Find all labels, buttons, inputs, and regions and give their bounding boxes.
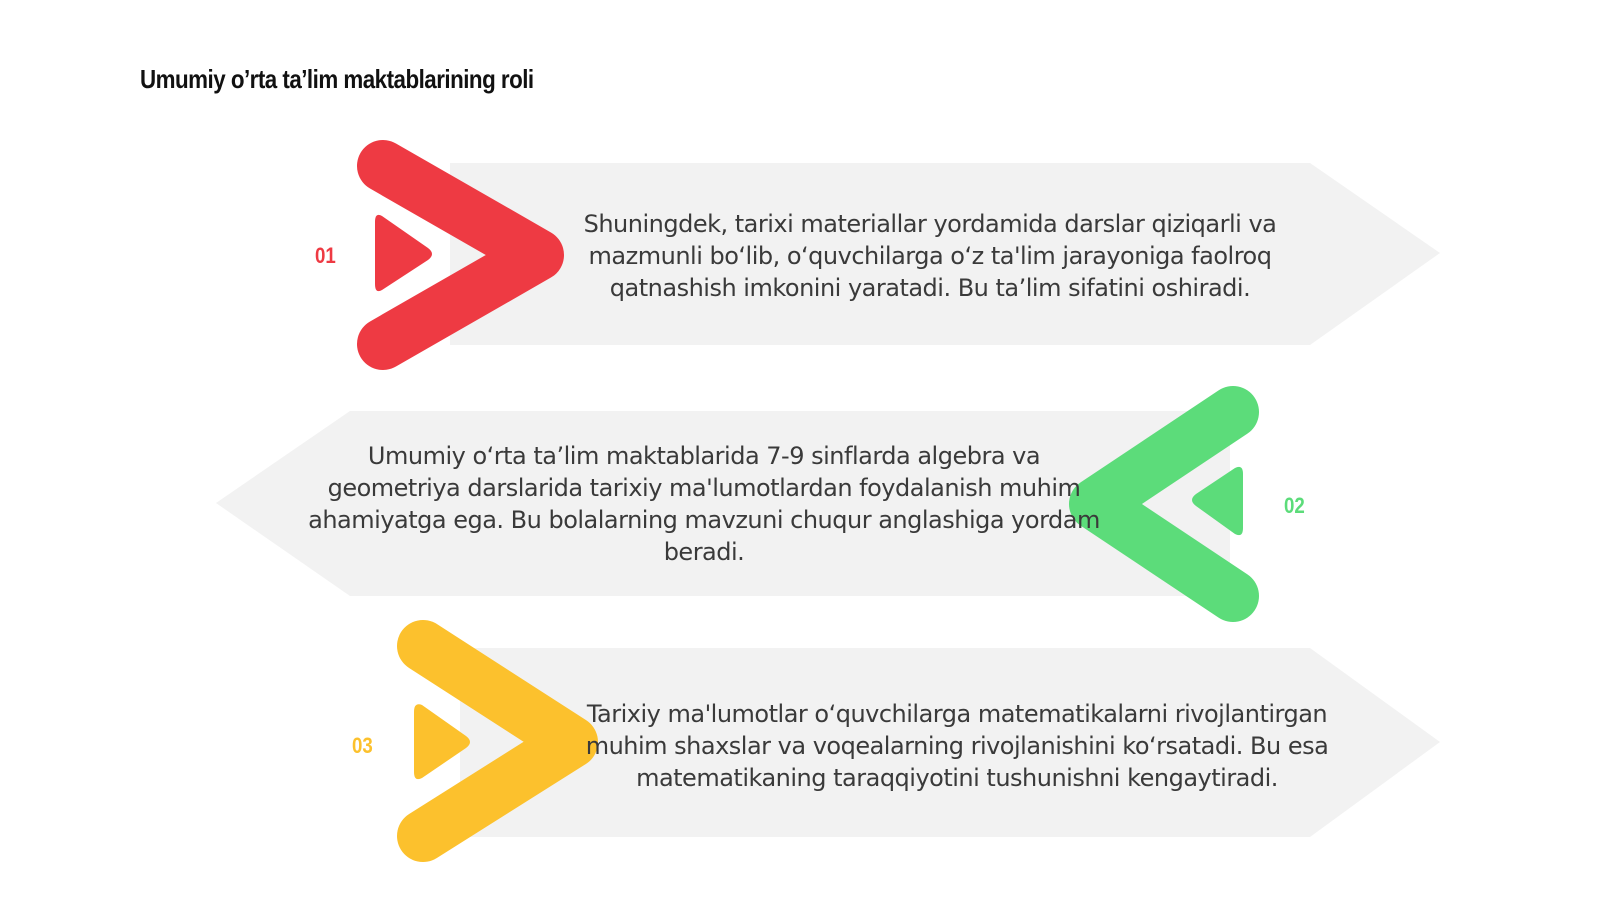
slide-title: Umumiy o’rta ta’lim maktablarining roli [140, 64, 534, 94]
card-2-text: Umumiy o‘rta ta’lim maktablarida 7-9 sinflarda algebra va geometriya darslarida tarixiy ma'lumotlardan foydalanish muhim ahamiyatga ega. Bu bolalarning mavzuni chuqur anglashiga yordam beradi. [308, 442, 1100, 566]
card-3-text: Tarixiy ma'lumotlar o‘quvchilarga matematikalarni rivojlantirgan muhim shaxslar va voqealarning rivojlanishini ko‘rsatadi. Bu esa matematikaning taraqqiyotini tushunishni kengaytiradi. [585, 700, 1329, 792]
step-number-1: 01 [315, 243, 336, 268]
step-number-3: 03 [352, 733, 373, 758]
card-1-text: Shuningdek, tarixi materiallar yordamida darslar qiziqarli va mazmunli bo‘lib, o‘quvchilarga o‘z ta'lim jarayoniga faolroq qatnashish imkonini yaratadi. Bu ta’lim sifatini oshiradi. [583, 210, 1277, 302]
step-number-2: 02 [1284, 493, 1305, 518]
